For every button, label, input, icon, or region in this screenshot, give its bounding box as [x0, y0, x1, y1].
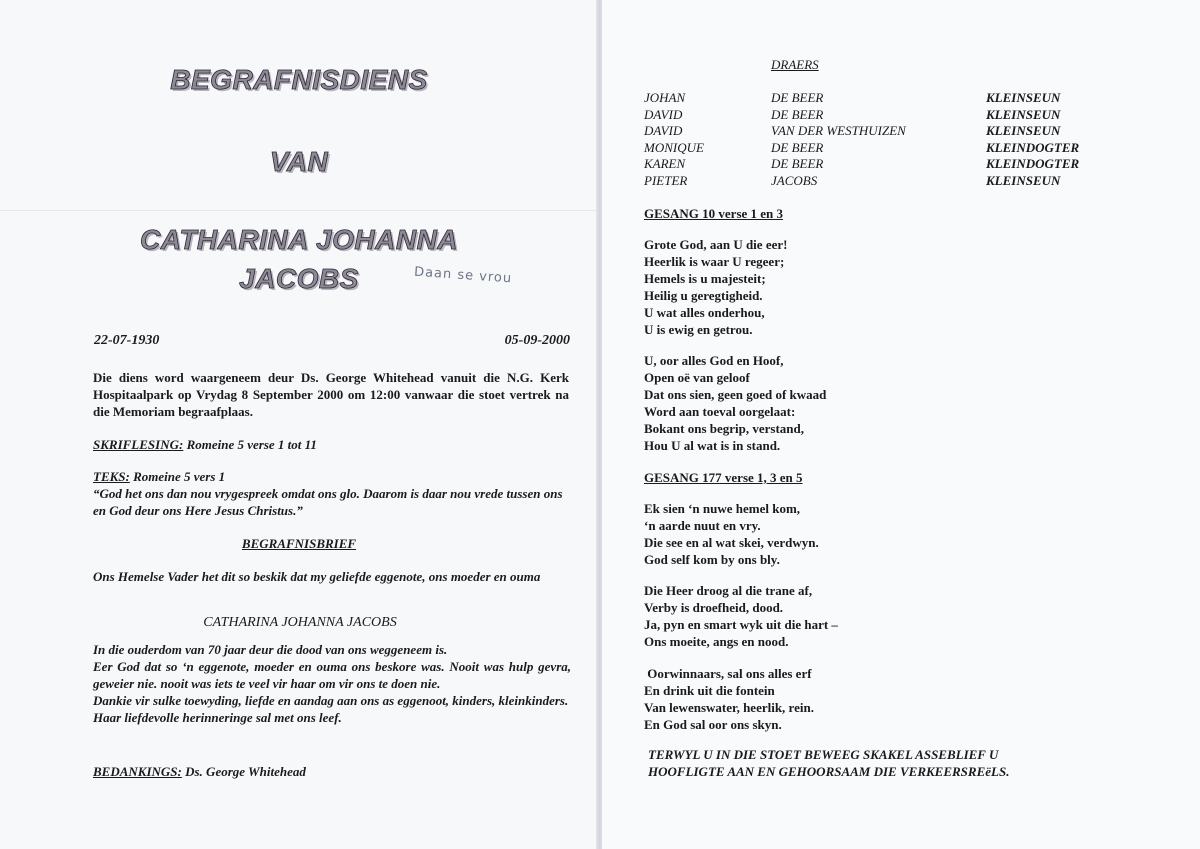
- tribute-line: Eer God dat so ‘n eggenote, moeder en ouma ons beskore was. Nooit was hulp gevra, geweier nie. nooit was iets te veel vir haar om vir ons te doen nie.: [93, 659, 571, 691]
- teks-label: TEKS:: [93, 469, 130, 484]
- table-row: PIETER JACOBS KLEINSEUN: [644, 172, 1061, 188]
- teks-reference: Romeine 5 vers 1: [129, 469, 226, 484]
- table-row: DAVID DE BEER KLEINSEUN: [644, 106, 1061, 122]
- begrafnisbrief-heading: BEGRAFNISBRIEF: [241, 536, 357, 551]
- title-deceased-surname: JACOBS: [239, 263, 359, 294]
- tribute-line: In die ouderdom van 70 jaar deur die dood van ons weggeneem is.: [93, 642, 448, 657]
- gesang-10-heading: GESANG 10 verse 1 en 3: [644, 206, 784, 221]
- title-deceased-first-names: CATHARINA JOHANNA: [139, 224, 459, 255]
- pallbearers-table: [644, 90, 1079, 189]
- tribute-line: Haar liefdevolle herinneringe sal met ons leef.: [93, 710, 342, 725]
- tribute-paragraph: [93, 641, 571, 726]
- table-row: KAREN DE BEER KLEINDOGTER: [644, 156, 1080, 171]
- gesang-177-heading: GESANG 177 verse 1, 3 en 5: [644, 470, 803, 485]
- traffic-notice: [648, 746, 1108, 780]
- traffic-notice-line: HOOFLIGTE AAN EN GEHOORSAAM DIE VERKEERSREëLS.: [648, 764, 1010, 779]
- gesang-177-stanza-5: Oorwinnaars, sal ons alles erf En drink uit die fontein Van lewenswater, heerlik, rein. En God sal oor ons skyn.: [644, 666, 814, 732]
- gesang-10-stanza-3: U, oor alles God en Hoof, Open oë van geloof Dat ons sien, geen goed of kwaad Word aan toeval oorgelaat: Bokant ons begrip, verstand, Hou U al wat is in stand.: [644, 353, 827, 453]
- gesang-10-stanza-1: Grote God, aan U die eer! Heerlik is waar U regeer; Hemels is u majesteit; Heilig u geregtigheid. U wat alles onderhou, U is ewig en getrou.: [644, 237, 788, 337]
- gesang-177-stanza-3: Die Heer droog al die trane af, Verby is droefheid, dood. Ja, pyn en smart wyk uit die hart – Ons moeite, angs en nood.: [644, 583, 838, 649]
- paper-crease: [0, 210, 598, 211]
- traffic-notice-line: TERWYL U IN DIE STOET BEWEEG SKAKEL ASSEBLIEF U: [648, 747, 999, 762]
- tribute-line: Dankie vir sulke toewyding, liefde en aandag aan ons as eggenoot, kinders, kleinkinders.: [93, 693, 569, 708]
- gesang-177-stanza-1: Ek sien ‘n nuwe hemel kom, ‘n aarde nuut en vry. Die see en al wat skei, verdwyn. God self kom by ons bly.: [644, 501, 819, 567]
- teks-block: [93, 468, 571, 519]
- deceased-name: CATHARINA JOHANNA JACOBS: [203, 615, 397, 630]
- table-row: DAVID VAN DER WESTHUIZEN KLEINSEUN: [644, 123, 1061, 138]
- date-of-death: 05-09-2000: [504, 333, 570, 348]
- draers-heading: DRAERS: [771, 57, 819, 72]
- service-intro: Die diens word waargeneem deur Ds. George Whitehead vanuit die N.G. Kerk Hospitaalpark op Vrydag 8 September 2000 om 12:00 vanwaar die stoet vertrek na die Memoriam begraafplaas.: [93, 370, 569, 419]
- left-page: [0, 0, 598, 849]
- bedankings-value: Ds. George Whitehead: [181, 764, 306, 779]
- handwritten-note: Daan se vrou: [413, 264, 513, 287]
- title-begrafnisdiens: BEGRAFNISDIENS: [170, 64, 428, 95]
- skriflesing-label: SKRIFLESING:: [93, 437, 184, 452]
- table-row: JOHAN DE BEER KLEINSEUN: [644, 90, 1061, 105]
- skriflesing: [93, 436, 317, 453]
- bedankings: [93, 763, 306, 780]
- date-of-birth: 22-07-1930: [94, 333, 160, 348]
- title-van: VAN: [269, 146, 329, 177]
- begrafnisbrief-intro: Ons Hemelse Vader het dit so beskik dat my geliefde eggenote, ons moeder en ouma: [93, 569, 541, 584]
- bedankings-label: BEDANKINGS:: [93, 764, 182, 779]
- teks-quote: “God het ons dan nou vrygespreek omdat ons glo. Daarom is daar nou vrede tussen ons en God deur ons Here Jesus Christus.”: [93, 486, 563, 518]
- skriflesing-value: Romeine 5 verse 1 tot 11: [183, 437, 317, 452]
- table-row: MONIQUE DE BEER KLEINDOGTER: [644, 139, 1080, 155]
